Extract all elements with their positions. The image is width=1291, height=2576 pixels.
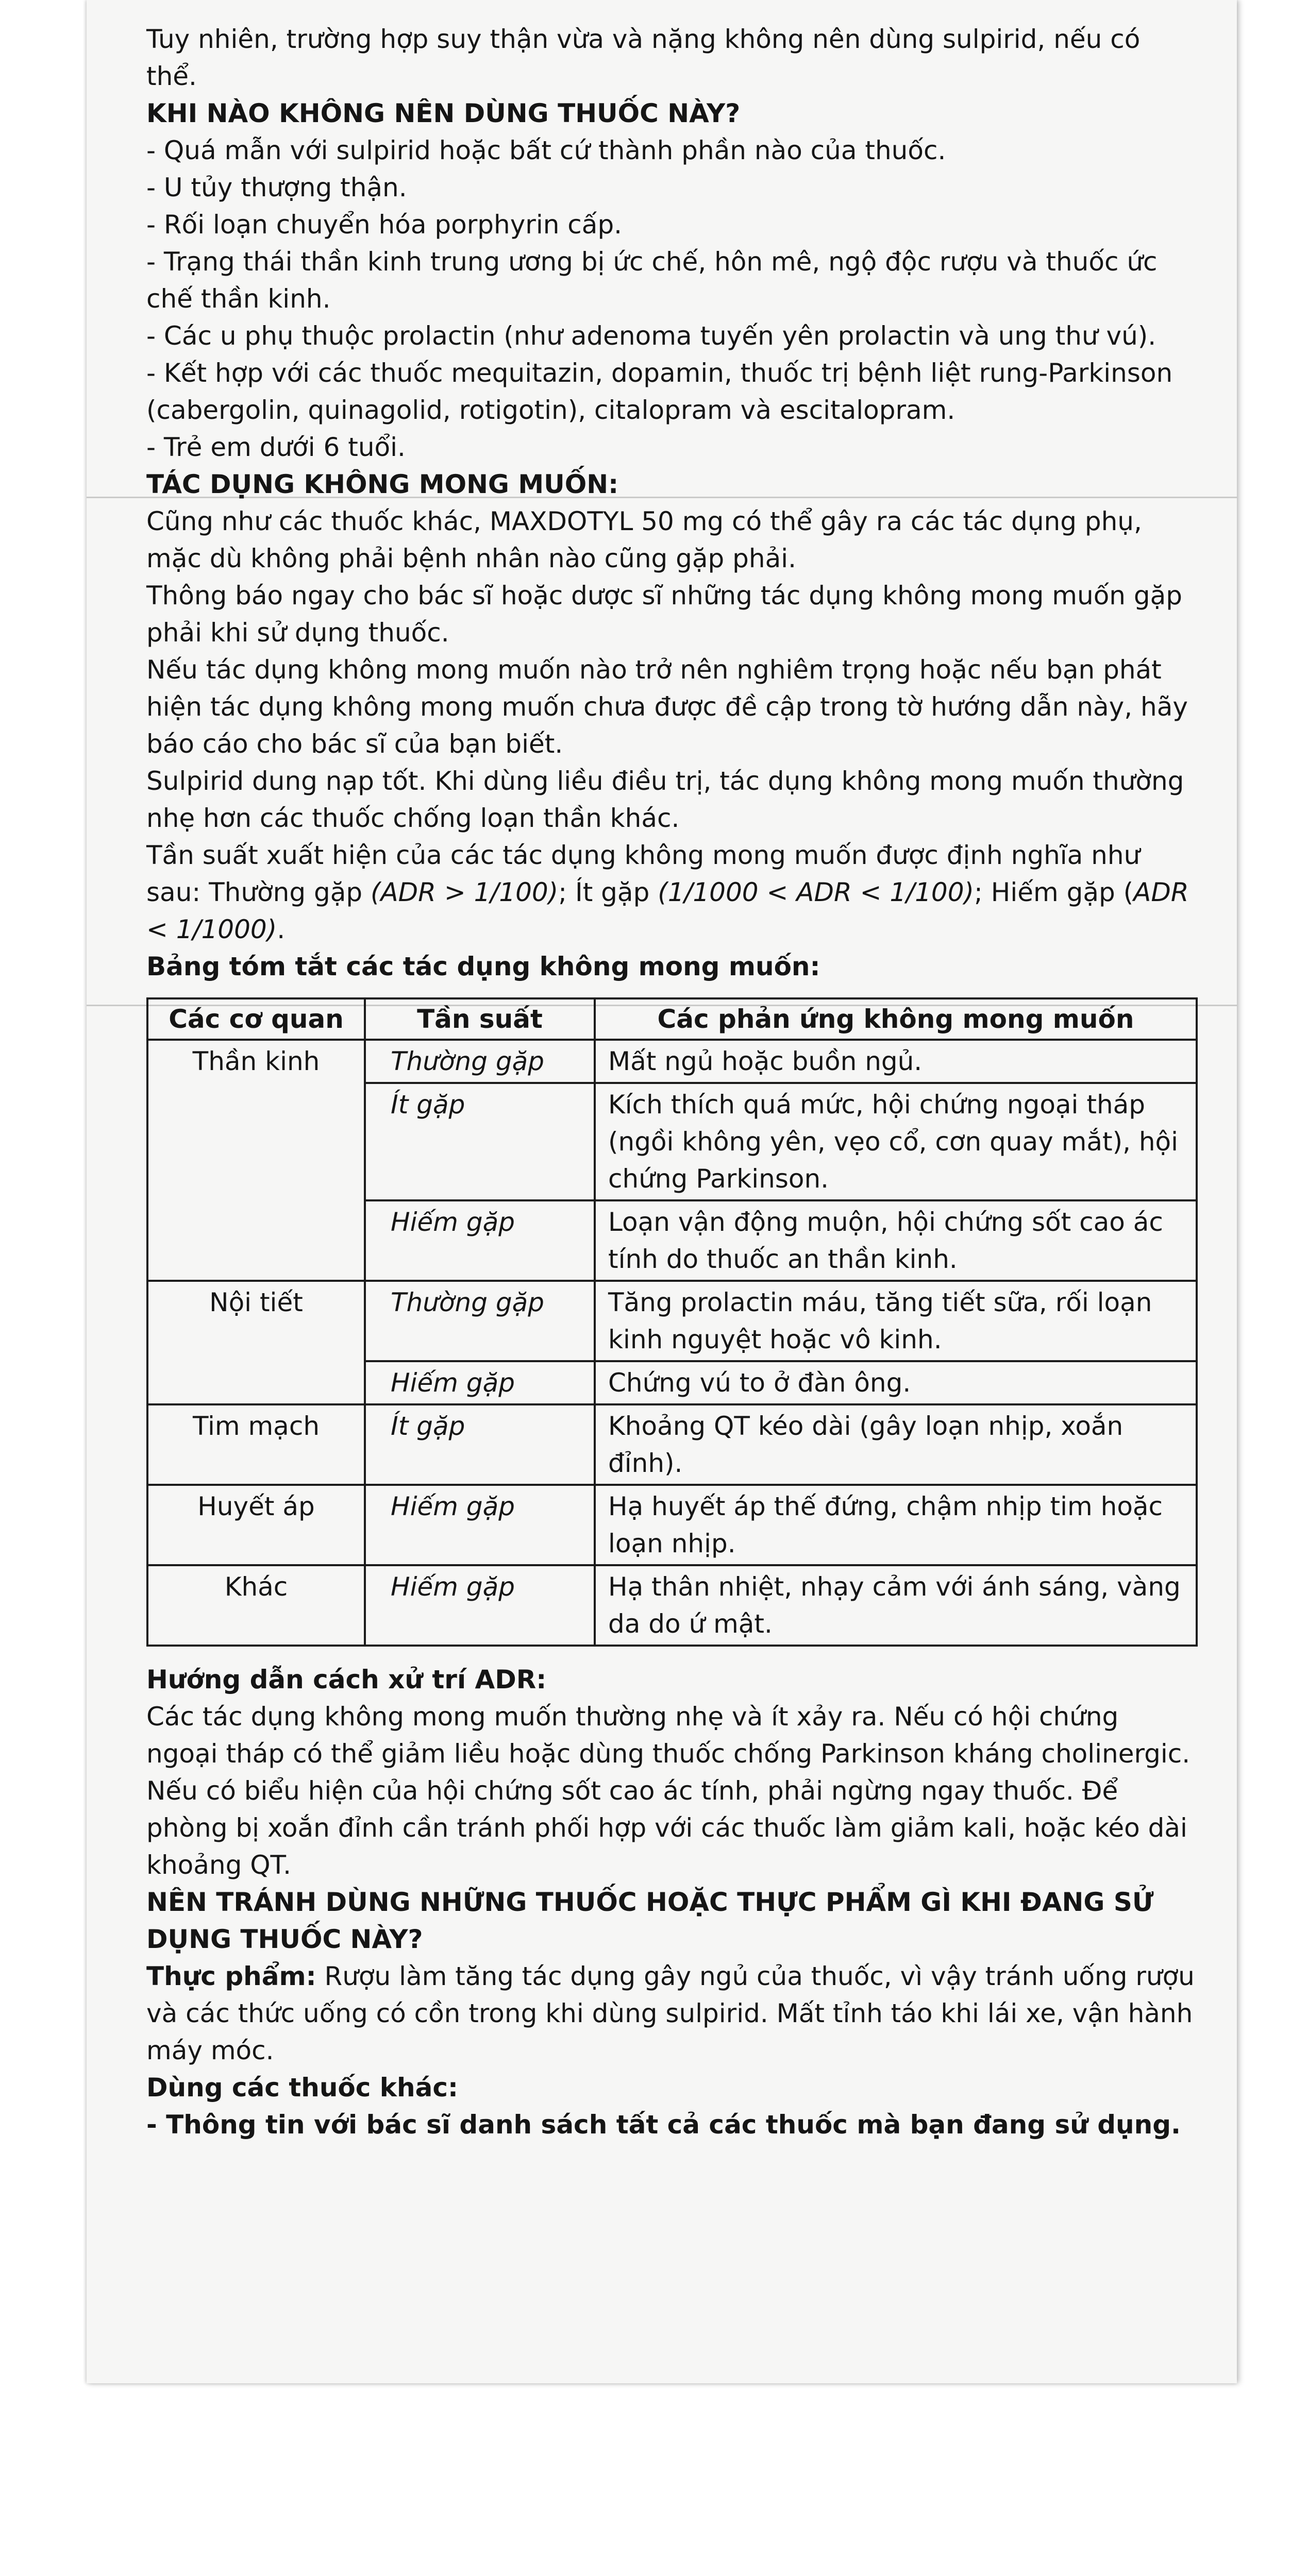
adverse-effects-table (146, 997, 1198, 1647)
column-header: Các cơ quan (147, 998, 365, 1040)
frequency-cell: Ít gặp (365, 1404, 595, 1485)
list-item: - U tủy thượng thận. (146, 173, 407, 202)
column-header: Tần suất (365, 998, 595, 1040)
freq-text: . (277, 914, 286, 944)
organ-cell: Tim mạch (147, 1404, 365, 1485)
reaction-cell: Khoảng QT kéo dài (gây loạn nhịp, xoắn đỉnh). (595, 1404, 1197, 1485)
list-item: - Kết hợp với các thuốc mequitazin, dopamin, thuốc trị bệnh liệt rung-Parkinson (cabergolin, quinagolid, rotigotin), citalopram và escitalopram. (146, 358, 1173, 425)
adverse-effects-heading: TÁC DỤNG KHÔNG MONG MUỐN: (146, 469, 619, 499)
table-title: Bảng tóm tắt các tác dụng không mong muốn: (146, 952, 820, 981)
list-item: - Các u phụ thuộc prolactin (như adenoma tuyến yên prolactin và ung thư vú). (146, 321, 1156, 351)
reaction-cell: Hạ huyết áp thế đứng, chậm nhịp tim hoặc loạn nhịp. (595, 1485, 1197, 1565)
freq-text: ; Hiếm gặp ( (974, 877, 1134, 907)
contraindications-heading: KHI NÀO KHÔNG NÊN DÙNG THUỐC NÀY? (146, 98, 741, 128)
freq-text: ; Ít gặp (558, 877, 658, 907)
table-row (147, 1040, 1197, 1083)
frequency-cell: Hiếm gặp (365, 1361, 595, 1404)
freq-text: Tần suất xuất hiện của các tác dụng không mong muốn được định nghĩa như sau: Thường gặp (146, 840, 1141, 907)
frequency-cell: Thường gặp (365, 1281, 595, 1361)
table-row (147, 1565, 1197, 1646)
paragraph: Nếu tác dụng không mong muốn nào trở nên nghiêm trọng hoặc nếu bạn phát hiện tác dụng không mong muốn chưa được đề cập trong tờ hướng dẫn này, hãy báo cáo cho bác sĩ của bạn biết. (146, 655, 1188, 759)
food-paragraph (146, 1958, 1198, 2069)
frequency-cell: Thường gặp (365, 1040, 595, 1083)
organ-cell: Nội tiết (147, 1281, 365, 1404)
reaction-cell: Tăng prolactin máu, tăng tiết sữa, rối loạn kinh nguyệt hoặc vô kinh. (595, 1281, 1197, 1361)
freq-uncommon: (1/1000 < ADR < 1/100) (658, 877, 975, 907)
column-header: Các phản ứng không mong muốn (595, 998, 1197, 1040)
organ-cell: Huyết áp (147, 1485, 365, 1565)
paragraph: Sulpirid dung nạp tốt. Khi dùng liều điều trị, tác dụng không mong muốn thường nhẹ hơn các thuốc chống loạn thần khác. (146, 766, 1184, 833)
table-header-row (147, 998, 1197, 1040)
reaction-cell: Hạ thân nhiệt, nhạy cảm với ánh sáng, vàng da do ứ mật. (595, 1565, 1197, 1646)
table-row (147, 1281, 1197, 1361)
reaction-cell: Chứng vú to ở đàn ông. (595, 1361, 1197, 1404)
list-item: - Trẻ em dưới 6 tuổi. (146, 432, 406, 462)
list-item: - Quá mẫn với sulpirid hoặc bất cứ thành phần nào của thuốc. (146, 135, 946, 165)
other-drugs-label: Dùng các thuốc khác: (146, 2073, 459, 2103)
food-text: Rượu làm tăng tác dụng gây ngủ của thuốc, vì vậy tránh uống rượu và các thức uống có cồn trong khi dùng sulpirid. Mất tỉnh táo khi lái xe, vận hành máy móc. (146, 1961, 1195, 2065)
organ-cell: Khác (147, 1565, 365, 1646)
freq-common: (ADR > 1/100) (370, 877, 559, 907)
reaction-cell: Loạn vận động muộn, hội chứng sốt cao ác tính do thuốc an thần kinh. (595, 1200, 1197, 1281)
leaflet-content (146, 21, 1198, 2143)
paragraph: Các tác dụng không mong muốn thường nhẹ và ít xảy ra. Nếu có hội chứng ngoại tháp có thể giảm liều hoặc dùng thuốc chống Parkinson kháng cholinergic. Nếu có biểu hiện của hội chứng sốt cao ác tính, phải ngừng ngay thuốc. Để phòng bị xoắn đỉnh cần tránh phối hợp với các thuốc làm giảm kali, hoặc kéo dài khoảng QT. (146, 1702, 1191, 1880)
reaction-cell: Kích thích quá mức, hội chứng ngoại tháp (ngồi không yên, vẹo cổ, cơn quay mắt), hội chứng Parkinson. (595, 1083, 1197, 1200)
other-drugs-text: - Thông tin với bác sĩ danh sách tất cả các thuốc mà bạn đang sử dụng. (146, 2110, 1181, 2140)
list-item: - Trạng thái thần kinh trung ương bị ức chế, hôn mê, ngộ độc rượu và thuốc ức chế thần kinh. (146, 247, 1158, 314)
paragraph: Cũng như các thuốc khác, MAXDOTYL 50 mg có thể gây ra các tác dụng phụ, mặc dù không phải bệnh nhân nào cũng gặp phải. (146, 506, 1142, 573)
reaction-cell: Mất ngủ hoặc buồn ngủ. (595, 1040, 1197, 1083)
adr-management-heading: Hướng dẫn cách xử trí ADR: (146, 1665, 547, 1694)
table-row (147, 1485, 1197, 1565)
avoid-heading: NÊN TRÁNH DÙNG NHỮNG THUỐC HOẶC THỰC PHẨM GÌ KHI ĐANG SỬ DỤNG THUỐC NÀY? (146, 1887, 1154, 1954)
list-item: - Rối loạn chuyển hóa porphyrin cấp. (146, 210, 623, 240)
contraindications-list (146, 132, 1198, 466)
organ-cell: Thần kinh (147, 1040, 365, 1281)
paragraph: Thông báo ngay cho bác sĩ hoặc dược sĩ những tác dụng không mong muốn gặp phải khi sử dụng thuốc. (146, 581, 1182, 648)
food-label: Thực phẩm: (146, 1961, 316, 1991)
frequency-cell: Hiếm gặp (365, 1200, 595, 1281)
frequency-cell: Ít gặp (365, 1083, 595, 1200)
table-row (147, 1404, 1197, 1485)
freq-rare: ADR < 1/1000) (146, 877, 1189, 944)
frequency-cell: Hiếm gặp (365, 1565, 595, 1646)
intro-text: Tuy nhiên, trường hợp suy thận vừa và nặng không nên dùng sulpirid, nếu có thể. (146, 24, 1141, 91)
frequency-definition (146, 837, 1198, 948)
frequency-cell: Hiếm gặp (365, 1485, 595, 1565)
